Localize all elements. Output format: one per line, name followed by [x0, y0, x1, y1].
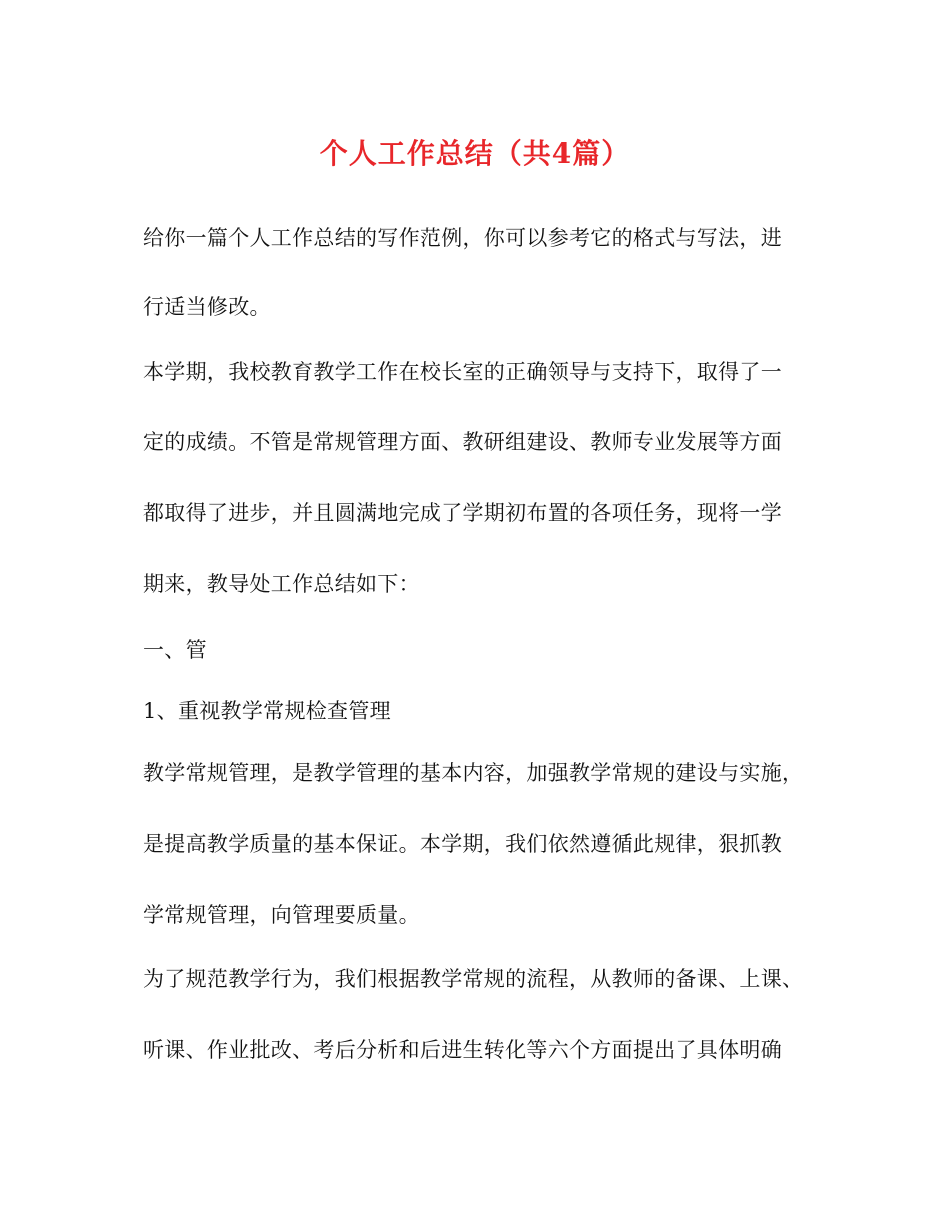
- body-line: 为了规范教学行为，我们根据教学常规的流程，从教师的备课、上课、: [143, 967, 804, 991]
- body-line: 期来，教导处工作总结如下：: [143, 572, 420, 596]
- body-line: 都取得了进步，并且圆满地完成了学期初布置的各项任务，现将一学: [143, 501, 782, 525]
- body-line: 教学常规管理，是教学管理的基本内容，加强教学常规的建设与实施，: [143, 761, 804, 785]
- body-line: 定的成绩。不管是常规管理方面、教研组建设、教师专业发展等方面: [143, 430, 782, 454]
- body-line: 学常规管理，向管理要质量。: [143, 903, 420, 927]
- body-line: 行适当修改。: [143, 295, 271, 319]
- subsection-heading: 1、重视教学常规检查管理: [143, 699, 391, 723]
- body-line: 听课、作业批改、考后分析和后进生转化等六个方面提出了具体明确: [143, 1038, 782, 1062]
- body-line: 给你一篇个人工作总结的写作范例，你可以参考它的格式与写法，进: [143, 226, 782, 250]
- body-line: 是提高教学质量的基本保证。本学期，我们依然遵循此规律，狠抓教: [143, 832, 782, 856]
- document-title: 个人工作总结（共4篇）: [319, 137, 631, 170]
- body-line: 本学期，我校教育教学工作在校长室的正确领导与支持下，取得了一: [143, 360, 782, 384]
- section-heading: 一、管: [143, 638, 207, 662]
